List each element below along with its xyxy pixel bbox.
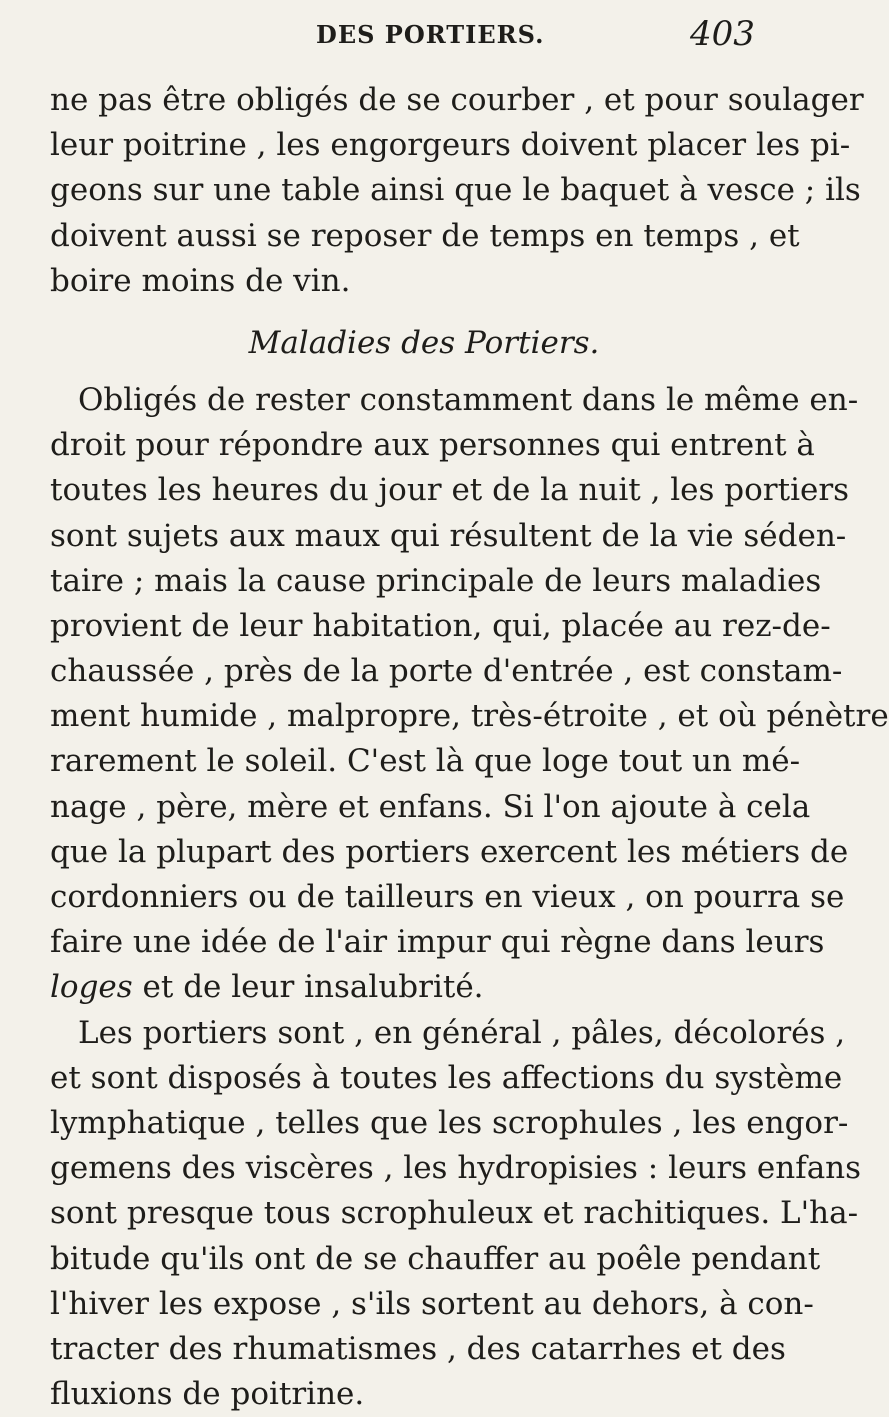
text-line: nage , père, mère et enfans. Si l'on ajoute à cela [50, 788, 811, 825]
text-line: gemens des viscères , les hydropisies : leurs enfans [50, 1150, 862, 1187]
text-line: ment humide , malpropre, très-étroite , et où pénètre [50, 698, 889, 735]
italic-word-loges: loges [50, 969, 133, 1006]
text-line: et sont disposés à toutes les affections du système [50, 1059, 843, 1096]
text-line-last [50, 965, 758, 1010]
text-line: que la plupart des portiers exercent les métiers de [50, 833, 849, 870]
text-line: Obligés de rester constamment dans le même en- [78, 381, 859, 418]
paragraph-3 [50, 1011, 862, 1417]
page-header [0, 10, 800, 60]
text-line: toutes les heures du jour et de la nuit , les portiers [50, 472, 850, 509]
text-line: sont sujets aux maux qui résultent de la vie séden- [50, 517, 847, 554]
paragraph-2 [50, 378, 889, 1011]
text-line: leur poitrine , les engorgeurs doivent placer les pi- [50, 127, 851, 164]
text-fragment: et de leur insalubrité. [132, 969, 484, 1006]
text-line: l'hiver les expose , s'ils sortent au dehors, à con- [50, 1285, 814, 1322]
text-line: ne pas être obligés de se courber , et pour soulager [50, 82, 864, 118]
text-line: Les portiers sont , en général , pâles, décolorés , [78, 1014, 846, 1051]
text-line: geons sur une table ainsi que le baquet à vesce ; ils [50, 172, 861, 209]
text-line: doivent aussi se reposer de temps en temps , et [50, 217, 800, 254]
text-line: cordonniers ou de tailleurs en vieux , on pourra se [50, 879, 845, 915]
text-line: rarement le soleil. C'est là que loge tout un mé- [50, 743, 801, 780]
body-text [50, 78, 889, 1417]
section-heading: Maladies des Portiers. [248, 324, 600, 361]
text-line: boire moins de vin. [50, 262, 351, 299]
page-number: 403 [690, 14, 755, 54]
text-line: taire ; mais la cause principale de leurs maladies [50, 562, 822, 599]
text-line: droit pour répondre aux personnes qui entrent à [50, 427, 815, 464]
text-line: faire une idée de l'air impur qui règne dans leurs [50, 924, 825, 961]
text-line: tracter des rhumatismes , des catarrhes et des [50, 1330, 786, 1367]
text-line: chaussée , près de la porte d'entrée , est constam- [50, 653, 843, 690]
text-line: provient de leur habitation, qui, placée au rez-de- [50, 607, 831, 644]
paragraph-1 [50, 78, 864, 304]
running-title: DES PORTIERS. [316, 20, 545, 49]
text-line: lymphatique , telles que les scrophules , les engor- [50, 1104, 849, 1141]
text-line: fluxions de poitrine. [50, 1376, 365, 1413]
text-line: sont presque tous scrophuleux et rachitiques. L'ha- [50, 1195, 859, 1232]
text-line: bitude qu'ils ont de se chauffer au poêle pendant [50, 1240, 821, 1277]
